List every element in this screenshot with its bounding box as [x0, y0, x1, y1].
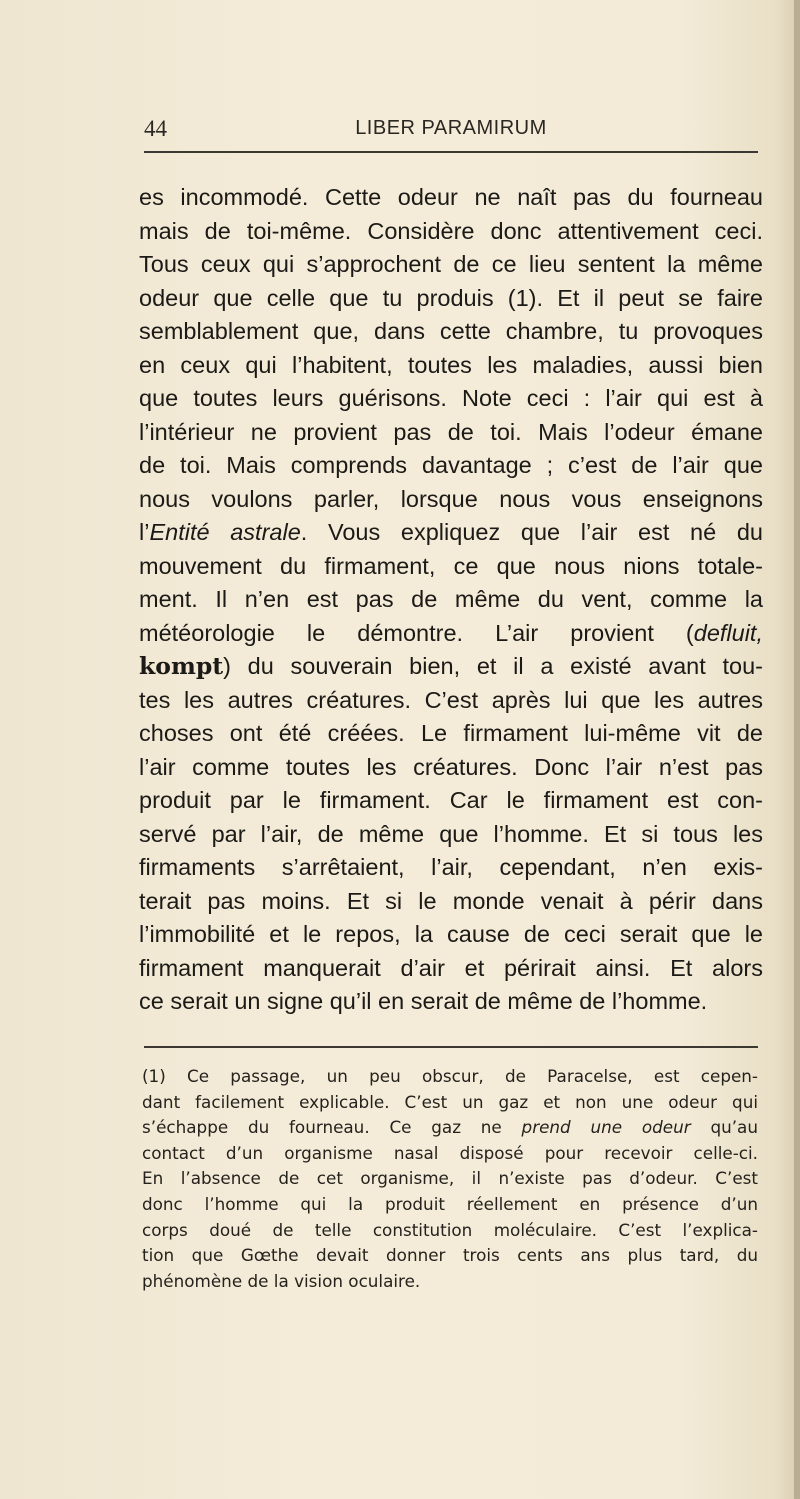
footnote-fragment: s’échappe du fourneau. Ce gaz ne	[142, 1117, 522, 1138]
body-line: Tous ceux qui s’approchent de ce lieu sentent la même	[139, 251, 763, 277]
body-line: mais de toi-même. Considère donc attentivement ceci.	[139, 217, 763, 244]
body-line: odeur que celle que tu produis (1). Et il peut se faire	[139, 284, 763, 311]
body-line: ce serait un signe qu’il en serait de même de l’homme.	[139, 988, 708, 1014]
footnote-line: En l’absence de cet organisme, il n’existe pas d’odeur. C’est	[142, 1168, 758, 1189]
header-rule	[144, 151, 758, 153]
body-line: de toi. Mais comprends davantage ; c’est de l’air que	[139, 452, 763, 478]
body-fragment: ) du souverain bien, et il a existé avant tou-	[223, 653, 763, 679]
body-line: firmament manquerait d’air et périrait ainsi. Et alors	[139, 954, 763, 981]
body-line: en ceux qui l’habitent, toutes les maladies, aussi bien	[139, 351, 763, 378]
body-fragment: . Vous expliquez que l’air est né du	[300, 519, 764, 545]
italic-phrase: Entité astrale	[149, 519, 301, 545]
body-line: terait pas moins. Et si le monde venait à périr dans	[139, 887, 763, 914]
footnote-rule	[144, 1046, 758, 1048]
body-line: l’intérieur ne provient pas de toi. Mais l’odeur émane	[139, 418, 763, 445]
body-line	[139, 617, 763, 651]
body-line: es incommodé. Cette odeur ne naît pas du fourneau	[139, 184, 763, 210]
body-line	[139, 516, 763, 550]
page-number: 44	[144, 116, 167, 141]
page-edge	[794, 0, 800, 1499]
body-line: mouvement du firmament, ce que nous nions totale-	[139, 552, 763, 579]
body-line	[139, 650, 763, 684]
footnote-line: tion que Gœthe devait donner trois cents ans plus tard, du	[142, 1245, 758, 1266]
footnote-line: donc l’homme qui la produit réellement en présence d’un	[142, 1193, 758, 1214]
body-line: ment. Il n’en est pas de même du vent, comme la	[139, 586, 763, 612]
body-fragment: l’	[139, 519, 150, 545]
body-line: que toutes leurs guérisons. Note ceci : l’air qui est à	[139, 385, 763, 411]
footnote	[142, 1064, 758, 1294]
body-line: servé par l’air, de même que l’homme. Et si tous les	[139, 820, 763, 847]
body-fragment: météorologie le démontre. L’air provient (	[139, 619, 694, 646]
body-line: tes les autres créatures. C’est après lui que les autres	[139, 686, 763, 713]
running-title: LIBER PARAMIRUM	[355, 117, 547, 139]
footnote-line: corps doué de telle constitution moléculaire. C’est l’explica-	[142, 1219, 758, 1240]
body-line: l’air comme toutes les créatures. Donc l’air n’est pas	[139, 753, 763, 780]
italic-phrase: prend une odeur	[521, 1117, 691, 1138]
page-header	[144, 116, 758, 156]
body-line: nous voulons parler, lorsque nous vous enseignons	[139, 485, 763, 512]
footnote-fragment: qu’au	[690, 1117, 758, 1138]
body-line: choses ont été créées. Le firmament lui-même vit de	[139, 720, 763, 746]
footnote-line: dant facilement explicable. C’est un gaz et non une odeur qui	[142, 1091, 758, 1112]
body-line: produit par le firmament. Car le firmament est con-	[139, 787, 763, 813]
body-line: semblablement que, dans cette chambre, tu provoques	[139, 318, 763, 344]
footnote-line: contact d’un organisme nasal disposé pour recevoir celle-ci.	[142, 1142, 758, 1163]
body-line: firmaments s’arrêtaient, l’air, cependant, n’en exis-	[139, 854, 763, 880]
italic-phrase: defluit,	[693, 619, 763, 646]
footnote-line: (1) Ce passage, un peu obscur, de Paracelse, est cepen-	[142, 1066, 758, 1086]
footnote-line	[142, 1115, 758, 1141]
body-line: l’immobilité et le repos, la cause de ceci serait que le	[139, 921, 763, 947]
footnote-line: phénomène de la vision oculaire.	[142, 1270, 421, 1291]
body-text	[139, 181, 763, 1019]
gothic-word: kompt	[139, 652, 224, 680]
